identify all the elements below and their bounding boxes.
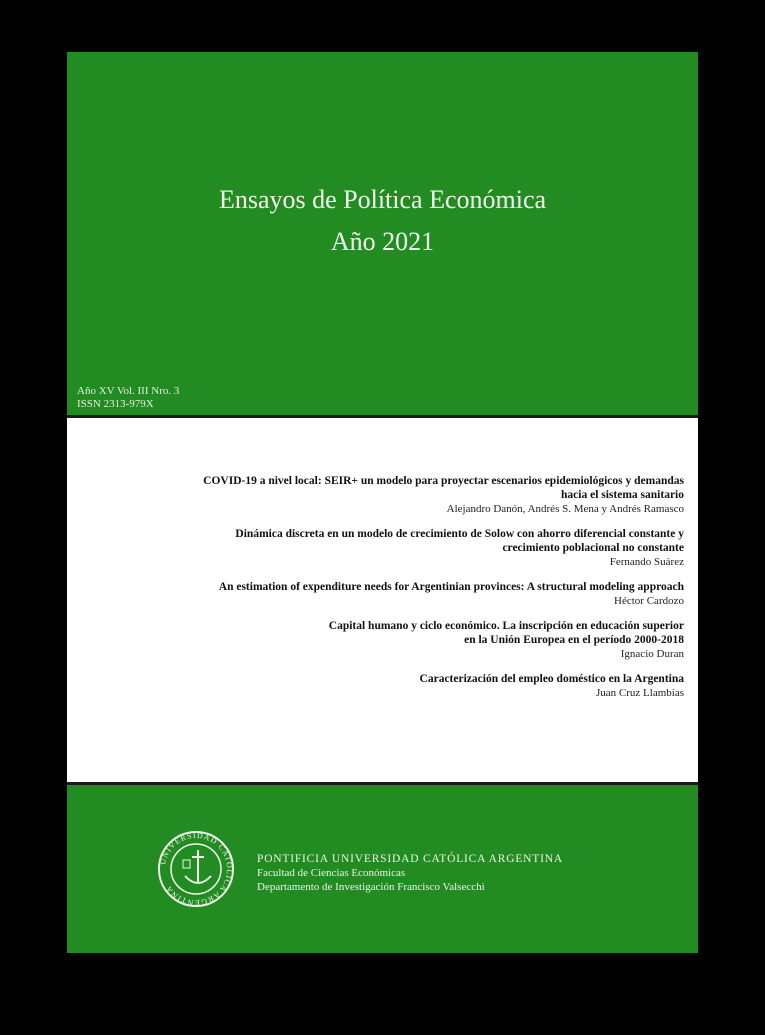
department-name: Departamento de Investigación Francisco Valsecchi xyxy=(257,881,485,893)
journal-title xyxy=(67,179,698,263)
article-entry xyxy=(74,619,684,661)
issn: ISSN 2313-979X xyxy=(77,398,154,410)
issue-info xyxy=(77,385,179,411)
article-authors: Fernando Suárez xyxy=(609,556,684,568)
institution-block xyxy=(257,852,563,894)
article-entry xyxy=(74,474,684,516)
article-entry xyxy=(74,527,684,569)
article-title-line: en la Unión Europea en el período 2000-2018 xyxy=(464,634,684,646)
top-divider xyxy=(67,415,698,418)
article-title-line: crecimiento poblacional no constante xyxy=(502,542,684,554)
top-green-band xyxy=(67,52,698,415)
article-title-line: Caracterización del empleo doméstico en la Argentina xyxy=(419,673,684,685)
issue-volume: Año XV Vol. III Nro. 3 xyxy=(77,385,180,397)
svg-text:UNIVERSIDAD CATOLICA ARGENTINA: UNIVERSIDAD CATOLICA ARGENTINA xyxy=(158,830,235,908)
article-authors: Héctor Cardozo xyxy=(614,595,684,607)
article-title-line: Dinámica discreta en un modelo de crecimiento de Solow con ahorro diferencial constante y xyxy=(235,528,684,540)
article-title xyxy=(74,580,684,594)
university-name: PONTIFICIA UNIVERSIDAD CATÓLICA ARGENTINA xyxy=(257,853,563,865)
article-title-line: hacia el sistema sanitario xyxy=(561,489,684,501)
article-title xyxy=(74,474,684,502)
journal-cover-page xyxy=(67,52,698,953)
faculty-name: Facultad de Ciencias Económicas xyxy=(257,867,406,879)
journal-title-line-1: Ensayos de Política Económica xyxy=(218,185,547,214)
article-authors: Alejandro Danón, Andrés S. Mena y Andrés Ramasco xyxy=(446,503,684,515)
article-authors: Juan Cruz Llambías xyxy=(596,687,684,699)
article-title xyxy=(74,619,684,647)
article-entry xyxy=(74,672,684,700)
article-authors: Ignacio Duran xyxy=(620,648,684,660)
article-title-line: Capital humano y ciclo económico. La inscripción en educación superior xyxy=(328,620,684,632)
university-seal-icon xyxy=(157,830,235,908)
journal-year: Año 2021 xyxy=(330,227,435,256)
article-entry xyxy=(74,580,684,608)
article-title xyxy=(74,527,684,555)
article-title-line: COVID-19 a nivel local: SEIR+ un modelo para proyectar escenarios epidemiológicos y demandas xyxy=(203,475,684,487)
article-title xyxy=(74,672,684,686)
article-title-line: An estimation of expenditure needs for Argentinian provinces: A structural modeling approach xyxy=(218,581,684,593)
